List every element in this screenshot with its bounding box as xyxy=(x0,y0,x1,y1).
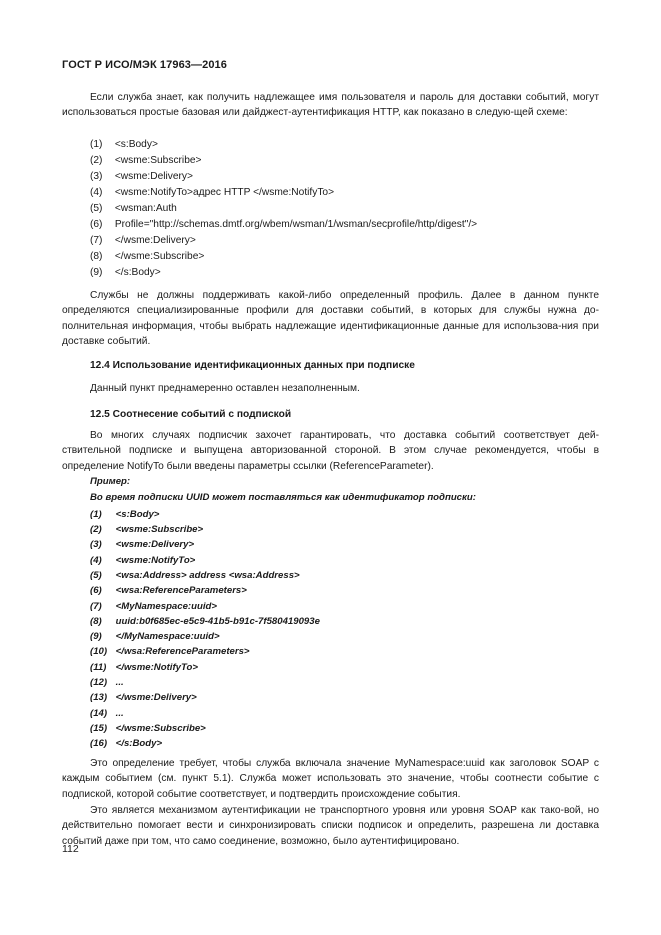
code-line: (16) </s:Body> xyxy=(90,738,163,749)
intro-text: Если служба знает, как получить надлежащее имя пользователя и пароль для доставки событий, могут использоваться простые базовая или дайджест-аутентификация HTTP, как показано в следую-щей схеме: xyxy=(62,92,599,119)
code-line: (4) <wsme:NotifyTo> xyxy=(90,555,196,566)
code-line: (15) </wsme:Subscribe> xyxy=(90,723,206,734)
section-12-4-text: Данный пункт преднамеренно оставлен незаполненным. xyxy=(90,383,360,394)
section-12-5-heading: 12.5 Соотнесение событий с подпиской xyxy=(90,409,292,420)
section-12-5-text: Во многих случаях подписчик захочет гарантировать, что доставка событий соответствует дей-ствительной подписке и выпущена авторизованной стороной. В этом случае рекомендуется, чтобы в определение NotifyTo были введены параметры ссылки (ReferenceParameter). xyxy=(62,430,599,472)
code-line: (7) </wsme:Delivery> xyxy=(90,235,196,246)
section-12-4-heading: 12.4 Использование идентификационных данных при подписке xyxy=(90,360,415,371)
page-number: 112 xyxy=(62,843,79,855)
code-line: (5) <wsman:Auth xyxy=(90,203,177,214)
code-line: (3) <wsme:Delivery> xyxy=(90,539,195,550)
closing-paragraph-2: Это является механизмом аутентификации не транспортного уровня или уровня SOAP как тако-вой, но действительно помогает вести и синхронизировать списки подписок и определить, разрешена ли доставка событий даже при том, что само соединение, возможно, было аутентифицировано. xyxy=(62,805,599,847)
code-line: (8) uuid:b0f685ec-e5c9-41b5-b91c-7f580419093e xyxy=(90,616,320,627)
code-line: (14) ... xyxy=(90,708,124,719)
code-line: (11) </wsme:NotifyTo> xyxy=(90,662,198,673)
code-line: (7) <MyNamespace:uuid> xyxy=(90,601,217,612)
code-line: (12) ... xyxy=(90,677,124,688)
example-label: Пример: xyxy=(90,476,131,487)
code-line: (6) Profile="http://schemas.dmtf.org/wbem/wsman/1/wsman/secprofile/http/digest"/> xyxy=(90,219,478,230)
intro-paragraph xyxy=(62,90,599,121)
code-line: (2) <wsme:Subscribe> xyxy=(90,524,204,535)
code-line: (1) <s:Body> xyxy=(90,139,158,150)
code-line: (9) </MyNamespace:uuid> xyxy=(90,631,220,642)
code-line: (3) <wsme:Delivery> xyxy=(90,171,193,182)
code-line: (5) <wsa:Address> address <wsa:Address> xyxy=(90,570,300,581)
code-line: (8) </wsme:Subscribe> xyxy=(90,251,205,262)
closing-paragraph-1: Это определение требует, чтобы служба включала значение MyNamespace:uuid как заголовок SOAP с каждым событием (см. пункт 5.1). Служба может использовать это значение, чтобы соотнести событие с подпиской, которой событие соответствует, и подтвердить происхождение события. xyxy=(62,758,599,800)
code-line: (2) <wsme:Subscribe> xyxy=(90,155,202,166)
code-line: (6) <wsa:ReferenceParameters> xyxy=(90,585,247,596)
code-line: (4) <wsme:NotifyTo>адрес HTTP </wsme:NotifyTo> xyxy=(90,187,335,198)
document-header: ГОСТ Р ИСО/МЭК 17963—2016 xyxy=(62,59,227,71)
code-line: (13) </wsme:Delivery> xyxy=(90,692,197,703)
code-line: (1) <s:Body> xyxy=(90,509,160,520)
profiles-paragraph: Службы не должны поддерживать какой-либо определенный профиль. Далее в данном пункте определяются специализированные профили для доставки событий, в которых для службы нужна до-полнительная информация, чтобы выбрать надлежащие идентификационные данные для использова-ния при доставке событий. xyxy=(62,290,599,347)
code-line: (10) </wsa:ReferenceParameters> xyxy=(90,646,250,657)
code-line: (9) </s:Body> xyxy=(90,267,161,278)
example-intro: Во время подписки UUID может поставляться как идентификатор подписки: xyxy=(90,492,476,503)
